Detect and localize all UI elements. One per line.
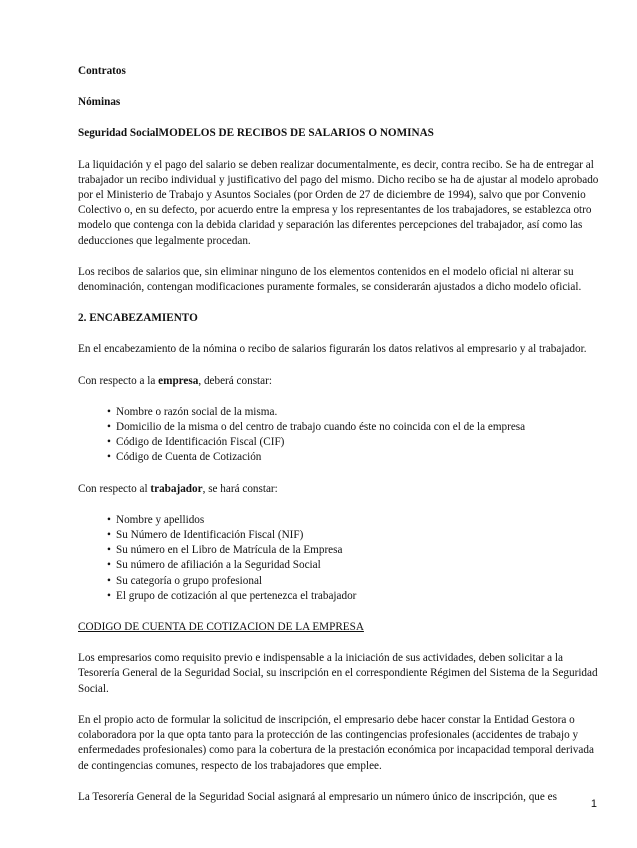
- empresa-lead-before: Con respecto a la: [78, 374, 159, 387]
- list-item: • Su categoría o grupo profesional: [108, 574, 602, 589]
- empresa-list: [78, 405, 602, 466]
- codigo-paragraph-3: La Tesorería General de la Seguridad Social asignará al empresario un número único de inscripción, que es: [78, 790, 557, 803]
- list-item: • Domicilio de la misma o del centro de trabajo cuando éste no coincida con el de la empresa: [108, 420, 602, 435]
- section-intro-paragraph: En el encabezamiento de la nómina o recibo de salarios figurarán los datos relativos al empresario y al trabajador.: [78, 343, 587, 356]
- intro-paragraph-1: La liquidación y el pago del salario se deben realizar documentalmente, es decir, contra recibo. Se ha de entregar al trabajador un recibo individual y justificativo del pago del mismo. Dicho recibo se ha de ajustar al modelo aprobado por el Ministerio de Trabajo y Asuntos Sociales (por Orden de 27 de diciembre de 1994), salvo que por Convenio Colectivo o, en su defecto, por acuerdo entre la empresa y los representantes de los trabajadores, se establezca otro modelo que contenga con la debida claridad y separación las diferentes percepciones del trabajador, así como las deducciones que legalmente procedan.: [78, 158, 599, 247]
- empresa-lead-bold: empresa: [158, 374, 199, 387]
- empresa-lead-after: , deberá constar:: [198, 374, 272, 387]
- trabajador-lead-before: Con respecto al: [78, 482, 151, 495]
- list-item: • Código de Cuenta de Cotización: [108, 450, 602, 465]
- page-number: 1: [590, 798, 597, 810]
- list-item: • Su número de afiliación a la Seguridad Social: [108, 558, 602, 573]
- section-heading-codigo-cuenta: CODIGO DE CUENTA DE COTIZACION DE LA EMPRESA: [78, 621, 364, 634]
- title-prefix: Seguridad Social: [78, 127, 159, 140]
- page-title: [78, 126, 602, 141]
- list-item: • Su Número de Identificación Fiscal (NIF): [108, 528, 602, 543]
- trabajador-lead: [78, 482, 602, 497]
- trabajador-list: [78, 513, 602, 604]
- intro-paragraph-2: Los recibos de salarios que, sin eliminar ninguno de los elementos contenidos en el modelo oficial ni alterar su denominación, contengan modificaciones puramente formales, se considerarán ajustados a dicho modelo oficial.: [78, 265, 582, 294]
- breadcrumb-nominas: Nóminas: [78, 96, 121, 109]
- codigo-paragraph-2: En el propio acto de formular la solicitud de inscripción, el empresario debe hacer constar la Entidad Gestora o colaboradora por la que opta tanto para la protección de las contingencias profesionales (accidentes de trabajo y enfermedades profesionales) como para la cobertura de la prestación económica por incapacidad temporal derivada de contingencias comunes, respecto de los trabajadores que emplee.: [78, 713, 594, 772]
- list-item: • Nombre y apellidos: [108, 513, 602, 528]
- document-page: [78, 64, 602, 821]
- codigo-paragraph-1: Los empresarios como requisito previo e indispensable a la iniciación de sus actividades, deben solicitar a la Tesorería General de la Seguridad Social, su inscripción en el correspondiente Régimen del Sistema de la Seguridad Social.: [78, 652, 598, 695]
- list-item: • Nombre o razón social de la misma.: [108, 405, 602, 420]
- title-text: MODELOS DE RECIBOS DE SALARIOS O NOMINAS: [158, 127, 434, 140]
- list-item: • Código de Identificación Fiscal (CIF): [108, 435, 602, 450]
- section-heading-encabezamiento: 2. ENCABEZAMIENTO: [78, 312, 198, 325]
- trabajador-lead-bold: trabajador: [150, 482, 203, 495]
- empresa-lead: [78, 374, 602, 389]
- trabajador-lead-after: , se hará constar:: [202, 482, 278, 495]
- list-item: • Su número en el Libro de Matrícula de la Empresa: [108, 543, 602, 558]
- breadcrumb-contratos: Contratos: [78, 65, 126, 77]
- list-item: • El grupo de cotización al que pertenezca el trabajador: [108, 589, 602, 604]
